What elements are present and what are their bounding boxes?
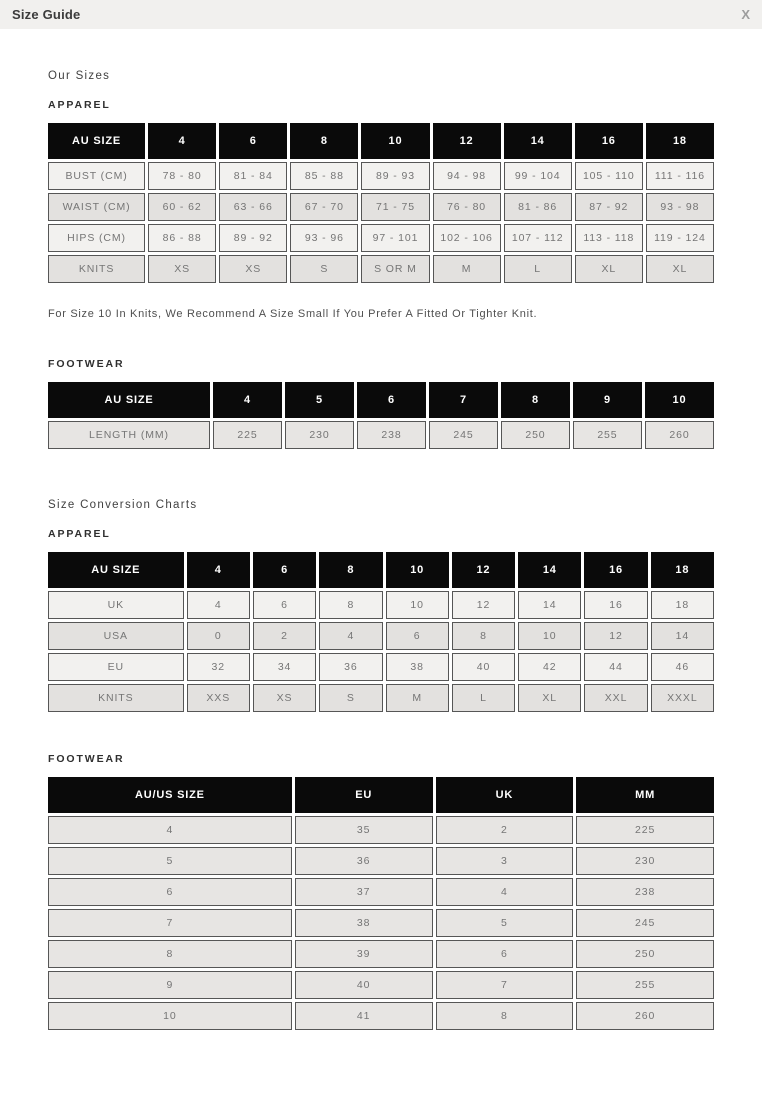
cell-value: 87 - 92 xyxy=(575,193,643,221)
footwear-heading-conversion: FOOTWEAR xyxy=(48,753,125,765)
cell-value: 111 - 116 xyxy=(646,162,714,190)
cell-value: 5 xyxy=(48,847,292,875)
cell-value: 6 xyxy=(386,622,449,650)
cell-value: 245 xyxy=(576,909,714,937)
cell-value: 4 xyxy=(436,878,574,906)
cell-value: 8 xyxy=(48,940,292,968)
cell-value: 255 xyxy=(576,971,714,999)
cell-value: 107 - 112 xyxy=(504,224,572,252)
cell-value: 35 xyxy=(295,816,433,844)
table-header-row xyxy=(48,777,714,813)
cell-value: 2 xyxy=(253,622,316,650)
table-row xyxy=(48,816,714,844)
cell-value: XS xyxy=(253,684,316,712)
our-sizes-footwear-table xyxy=(45,379,717,452)
column-header: AU SIZE xyxy=(48,552,184,588)
row-label: HIPS (CM) xyxy=(48,224,145,252)
cell-value: 14 xyxy=(518,591,581,619)
cell-value: 46 xyxy=(651,653,714,681)
column-header: 18 xyxy=(651,552,714,588)
cell-value: 40 xyxy=(295,971,433,999)
cell-value: 34 xyxy=(253,653,316,681)
cell-value: 10 xyxy=(518,622,581,650)
cell-value: 40 xyxy=(452,653,515,681)
cell-value: 102 - 106 xyxy=(433,224,501,252)
column-header: 10 xyxy=(361,123,429,159)
panel-header xyxy=(0,0,762,29)
column-header: 6 xyxy=(219,123,287,159)
table-header-row xyxy=(48,382,714,418)
cell-value: M xyxy=(433,255,501,283)
cell-value: XXS xyxy=(187,684,250,712)
column-header: AU SIZE xyxy=(48,382,210,418)
row-label: EU xyxy=(48,653,184,681)
cell-value: 63 - 66 xyxy=(219,193,287,221)
cell-value: XS xyxy=(219,255,287,283)
cell-value: 10 xyxy=(386,591,449,619)
cell-value: 89 - 92 xyxy=(219,224,287,252)
column-header: MM xyxy=(576,777,714,813)
table-header-row xyxy=(48,552,714,588)
cell-value: 60 - 62 xyxy=(148,193,216,221)
cell-value: 113 - 118 xyxy=(575,224,643,252)
cell-value: XXL xyxy=(584,684,647,712)
footwear-heading-our-sizes: FOOTWEAR xyxy=(48,358,125,370)
table-row xyxy=(48,421,714,449)
cell-value: 260 xyxy=(645,421,714,449)
cell-value: 4 xyxy=(48,816,292,844)
column-header: 4 xyxy=(187,552,250,588)
table-row xyxy=(48,878,714,906)
table-row xyxy=(48,193,714,221)
cell-value: 3 xyxy=(436,847,574,875)
cell-value: 78 - 80 xyxy=(148,162,216,190)
cell-value: XL xyxy=(575,255,643,283)
cell-value: 97 - 101 xyxy=(361,224,429,252)
cell-value: 12 xyxy=(452,591,515,619)
cell-value: S xyxy=(319,684,382,712)
cell-value: 18 xyxy=(651,591,714,619)
table-row xyxy=(48,653,714,681)
cell-value: 32 xyxy=(187,653,250,681)
apparel-heading-our-sizes: APPAREL xyxy=(48,99,111,111)
our-sizes-apparel-table xyxy=(45,120,717,286)
column-header: 8 xyxy=(319,552,382,588)
our-sizes-title: Our Sizes xyxy=(48,70,111,82)
cell-value: 12 xyxy=(584,622,647,650)
apparel-heading-conversion: APPAREL xyxy=(48,528,111,540)
cell-value: S xyxy=(290,255,358,283)
cell-value: 38 xyxy=(295,909,433,937)
cell-value: 93 - 98 xyxy=(646,193,714,221)
cell-value: 250 xyxy=(576,940,714,968)
cell-value: 37 xyxy=(295,878,433,906)
column-header: 16 xyxy=(575,123,643,159)
cell-value: XXXL xyxy=(651,684,714,712)
row-label: LENGTH (MM) xyxy=(48,421,210,449)
cell-value: 16 xyxy=(584,591,647,619)
column-header: 12 xyxy=(452,552,515,588)
cell-value: M xyxy=(386,684,449,712)
column-header: 14 xyxy=(518,552,581,588)
cell-value: 41 xyxy=(295,1002,433,1030)
conversion-apparel-table xyxy=(45,549,717,715)
cell-value: 36 xyxy=(319,653,382,681)
cell-value: 44 xyxy=(584,653,647,681)
page-title: Size Guide xyxy=(12,7,81,22)
cell-value: XL xyxy=(518,684,581,712)
cell-value: 81 - 84 xyxy=(219,162,287,190)
table-row xyxy=(48,622,714,650)
column-header: AU SIZE xyxy=(48,123,145,159)
column-header: UK xyxy=(436,777,574,813)
column-header: AU/US SIZE xyxy=(48,777,292,813)
column-header: 9 xyxy=(573,382,642,418)
column-header: 10 xyxy=(386,552,449,588)
column-header: 5 xyxy=(285,382,354,418)
cell-value: 255 xyxy=(573,421,642,449)
column-header: 4 xyxy=(213,382,282,418)
close-icon: X xyxy=(741,7,750,22)
cell-value: 230 xyxy=(576,847,714,875)
cell-value: 99 - 104 xyxy=(504,162,572,190)
cell-value: 36 xyxy=(295,847,433,875)
table-row xyxy=(48,591,714,619)
size-guide-content xyxy=(0,29,762,1033)
column-header: 18 xyxy=(646,123,714,159)
cell-value: 230 xyxy=(285,421,354,449)
table-row xyxy=(48,162,714,190)
cell-value: 250 xyxy=(501,421,570,449)
cell-value: 119 - 124 xyxy=(646,224,714,252)
column-header: 8 xyxy=(290,123,358,159)
cell-value: 14 xyxy=(651,622,714,650)
table-row xyxy=(48,684,714,712)
column-header: EU xyxy=(295,777,433,813)
column-header: 7 xyxy=(429,382,498,418)
cell-value: 238 xyxy=(357,421,426,449)
table-header-row xyxy=(48,123,714,159)
cell-value: 6 xyxy=(436,940,574,968)
close-button[interactable] xyxy=(741,8,750,21)
cell-value: L xyxy=(452,684,515,712)
cell-value: XS xyxy=(148,255,216,283)
table-row xyxy=(48,255,714,283)
column-header: 16 xyxy=(584,552,647,588)
cell-value: 0 xyxy=(187,622,250,650)
cell-value: S OR M xyxy=(361,255,429,283)
cell-value: 76 - 80 xyxy=(433,193,501,221)
conversion-footwear-table xyxy=(45,774,717,1033)
row-label: KNITS xyxy=(48,255,145,283)
cell-value: 10 xyxy=(48,1002,292,1030)
cell-value: 67 - 70 xyxy=(290,193,358,221)
table-row xyxy=(48,847,714,875)
row-label: WAIST (CM) xyxy=(48,193,145,221)
column-header: 14 xyxy=(504,123,572,159)
cell-value: 8 xyxy=(452,622,515,650)
cell-value: 7 xyxy=(436,971,574,999)
cell-value: XL xyxy=(646,255,714,283)
table-row xyxy=(48,224,714,252)
table-row xyxy=(48,940,714,968)
cell-value: 89 - 93 xyxy=(361,162,429,190)
column-header: 10 xyxy=(645,382,714,418)
row-label: KNITS xyxy=(48,684,184,712)
cell-value: 6 xyxy=(48,878,292,906)
column-header: 12 xyxy=(433,123,501,159)
row-label: BUST (CM) xyxy=(48,162,145,190)
column-header: 8 xyxy=(501,382,570,418)
cell-value: 38 xyxy=(386,653,449,681)
cell-value: 225 xyxy=(576,816,714,844)
table-row xyxy=(48,1002,714,1030)
cell-value: 86 - 88 xyxy=(148,224,216,252)
cell-value: 94 - 98 xyxy=(433,162,501,190)
cell-value: 8 xyxy=(436,1002,574,1030)
column-header: 6 xyxy=(253,552,316,588)
cell-value: 9 xyxy=(48,971,292,999)
size-conversion-title: Size Conversion Charts xyxy=(48,499,198,511)
cell-value: 245 xyxy=(429,421,498,449)
cell-value: 225 xyxy=(213,421,282,449)
cell-value: 81 - 86 xyxy=(504,193,572,221)
cell-value: 42 xyxy=(518,653,581,681)
cell-value: 93 - 96 xyxy=(290,224,358,252)
column-header: 6 xyxy=(357,382,426,418)
cell-value: 4 xyxy=(187,591,250,619)
cell-value: 238 xyxy=(576,878,714,906)
table-row xyxy=(48,971,714,999)
cell-value: 4 xyxy=(319,622,382,650)
cell-value: 105 - 110 xyxy=(575,162,643,190)
cell-value: 2 xyxy=(436,816,574,844)
cell-value: L xyxy=(504,255,572,283)
cell-value: 6 xyxy=(253,591,316,619)
cell-value: 85 - 88 xyxy=(290,162,358,190)
table-row xyxy=(48,909,714,937)
cell-value: 39 xyxy=(295,940,433,968)
cell-value: 8 xyxy=(319,591,382,619)
knits-size-note: For Size 10 In Knits, We Recommend A Size Small If You Prefer A Fitted Or Tighter Knit. xyxy=(48,308,538,320)
cell-value: 5 xyxy=(436,909,574,937)
cell-value: 7 xyxy=(48,909,292,937)
column-header: 4 xyxy=(148,123,216,159)
cell-value: 260 xyxy=(576,1002,714,1030)
cell-value: 71 - 75 xyxy=(361,193,429,221)
row-label: USA xyxy=(48,622,184,650)
row-label: UK xyxy=(48,591,184,619)
